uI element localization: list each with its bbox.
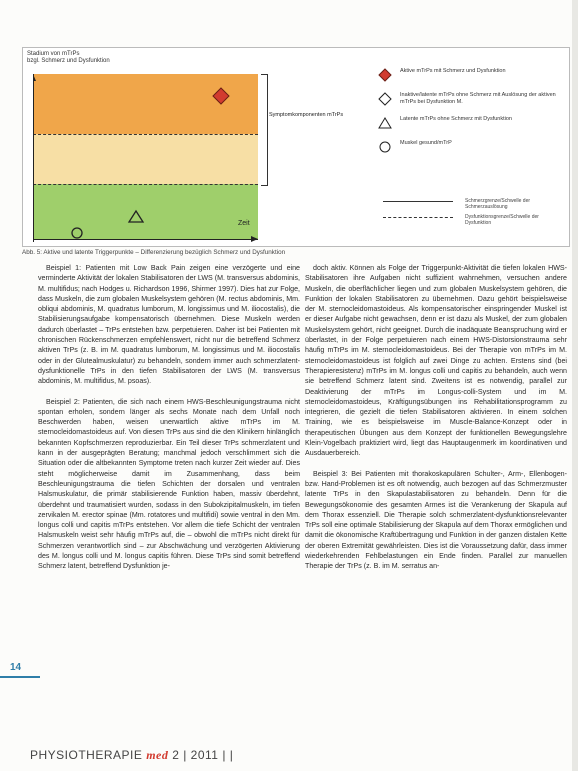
footer-issue: 2 | 2011 | | — [172, 748, 234, 762]
legend-item — [378, 116, 563, 140]
paragraph: Beispiel 3: Bei Patienten mit thorakoskapulären Schulter-, Arm-, Ellenbogen- bzw. Hand-Problemen ist es oft notwendig, auch bezogen auf das Schmerzmuster latente TrPs in den Skapulastabilisatoren zu behandeln. Denn für die Bewegungsökonomie des gesamten Armes ist die Verankerung der Skapula auf dem Thorax essenziell. Die Therapie solch schmerzlatent-dysfunktionsrelevanter TrPs soll eine optimale Stabilisierung der Skapula auf dem Thorax ermöglichen und damit die ökonomische Kraftübertragung und Funktion in der ganzen distalen Kette der oberen Extremität gewährleisten. Dies ist die Voraussetzung dafür, dass immer wiederkehrenden Fehlbelastungen ein Ende finden. Parallel zur manuellen Therapie der TrPs (z. B. im M. serratus an- — [305, 469, 567, 571]
symptom-bracket — [261, 74, 268, 186]
paragraph: Beispiel 1: Patienten mit Low Back Pain zeigen eine verzögerte und eine verminderte Aktivität der lokalen Stabilisatoren der LWS (M. transversus abdominis, M. multifidus; nach Hodges u. Richardson 1996, Shirmer 1997). Dies hat zur Folge, dass Muskeln, die zum globalen Muskelsystem gehören (M. rectus abdominis, Mm. obliqui abdominis, M. quadratus lumborum, M. longissimus und M. iliocostalis), die Stabilisierungsaufgabe kompensatorisch übernehmen. Diese Muskeln werden dadurch überlastet – TrPs entstehen bzw. perpetuieren. Daher ist bei Patienten mit chronischen Rückenschmerzen empfehlenswert, nicht nur die betreffend Schmerz aktiven TrPs (z. B. im M. quadratus lumborum, M. longissimus und M. iliocostalis oder in der Glutealmuskulatur) zu behandeln, sondern immer auch schmerzlatent-dysfunktionelle TrPs in den tiefen Stabilisatoren der LWS (M. transversus abdominis, M. multifidus, M. psoas). — [38, 264, 300, 386]
line-legend-item — [383, 198, 563, 214]
x-axis-label: Zeit — [238, 220, 250, 227]
legend-text: Latente mTrPs ohne Schmerz mit Dysfunktion — [400, 116, 512, 122]
legend-text: Aktive mTrPs mit Schmerz und Dysfunktion — [400, 68, 506, 74]
paragraph: Beispiel 2: Patienten, die sich nach einem HWS-Beschleunigungstrauma nicht spontan erholen, sondern länger als sechs Monate nach dem Unfall noch Beschwerden haben, weisen unerwartlich aktive mTrPs im M. sternocleidomastoideus auf. Von diesen TrPs aus sind die den Klinikern hinlänglich bekannten Kopfschmerzen reproduzierbar. Ein Teil dieser TrPs schmerzlatent und kann in der ausgeprägten Beratung; manchmal jedoch verschlimmert sich die Situation oder die altbekannten Symptome treten nach kurzer Zeit wieder auf. Dies steht möglicherweise damit im Zusammenhang, dass beim Beschleunigungstrauma die tiefen Schichten der dorsalen und ventralen Halsmuskulatur, die primär stabilisierende Funktion haben, massiv überdehnt, überdehnt und traumatisiert wurden, sodass in den Subokzipitalmuskeln, im tiefen zervikalen M. erector spinae (Mm. rotatores und multifidi) sowie ventral in den Mm. longus colli und capitis mTrPs entstehen. Vor allem die tiefe Schicht der ventralen Halsmuskeln weist sehr häufig mTrPs auf, die – obwohl die mTrPs nicht direkt für Schmerzen verantwortlich sind – zur Abschwächung und verzögerten Aktivierung des M. longus colli und M. longus capitis führen. Diese TrPs sind somit betreffend Schmerz latent, betreffend Dysfunktion je- — [38, 397, 300, 571]
page-number: 14 — [0, 662, 40, 678]
legend-text: Inaktive/latente mTrPs ohne Schmerz mit Auslösung der aktiven mTrPs bei Dysfunktion M. — [400, 92, 556, 105]
y-axis-arrow — [33, 74, 36, 81]
circle-icon — [378, 140, 392, 154]
marker-healthy — [72, 228, 82, 238]
marker-active-trp — [213, 88, 229, 104]
footer — [30, 748, 233, 763]
footer-med: med — [146, 748, 169, 762]
plot-markers — [33, 74, 258, 242]
line-legend-text: Schmerzgrenze/Schwelle der Schmerzauslösung — [465, 198, 531, 210]
figure-plot — [33, 74, 258, 242]
figure-triggerpoints — [22, 47, 570, 247]
triangle-icon — [378, 116, 392, 130]
x-axis-arrow — [251, 236, 258, 242]
line-legend — [383, 198, 563, 230]
line-legend-item — [383, 214, 563, 230]
legend-text: Muskel gesund/mTrP — [400, 140, 452, 146]
left-column — [38, 263, 300, 582]
diamond-filled-icon — [378, 68, 392, 82]
dashed-line-icon — [383, 217, 453, 218]
diamond-outline-icon — [378, 92, 392, 106]
page-edge — [572, 0, 578, 771]
line-legend-text: Dysfunktionsgrenze/Schwelle der Dysfunktion — [465, 214, 539, 226]
right-column — [305, 263, 567, 582]
y-label-line1: Stadium von mTrPs — [27, 51, 80, 57]
solid-line-icon — [383, 201, 453, 202]
legend-item — [378, 140, 563, 164]
y-label-line2: bzgl. Schmerz und Dysfunktion — [27, 58, 110, 64]
footer-brand: PHYSIOTHERAPIE — [30, 748, 143, 762]
legend-item — [378, 68, 563, 92]
legend — [378, 68, 563, 164]
bracket-label: Symptomkomponenten mTrPs — [269, 112, 344, 118]
legend-item — [378, 92, 563, 116]
figure-y-label — [27, 51, 110, 65]
marker-latent-dysfunction — [129, 211, 143, 222]
paragraph: doch aktiv. Können als Folge der Triggerpunkt-Aktivität die tiefen lokalen HWS-Stabilisatoren ihre Aufgaben nicht suffizient wahrnehmen, versuchen andere Muskeln, die oberflächlicher liegen und zum globalen Muskelsystem gehören, die Funktion der lokalen Stabilisatoren zu übernehmen. Dazu gehört beispielsweise der M. sternocleidomastoideus. Als kompensatorischer einspringender Muskel ist er dieser Aufgabe nicht gewachsen, denn er ist dazu als Muskel, der zum globalen Muskelsystem gehört, nicht geeignet. Durch die inadäquate Beanspruchung wird er überlastet, in der Folge perpetuieren nach einem HWS-Distorsionstrauma sehr häufig mTrPs im M. sternocleidomastoideus. Bei der Therapie von mTrPs im M. sternocleidomastoideus ist folglich auf zwei Dinge zu achten. Erstens sind (bei Therapieresistenz) mTrPs im M. longus colli und capitis zu behandeln, auch wenn sie betreffend Schmerz latent sind. Zweitens ist es notwendig, parallel zur Deaktivierung der mTrPs im Longus-colli-System und im M. sternocleidomastoideus, Kräftigungsübungen ins Rehabilitationsprogramm zu integrieren, die gezielt die tiefen Stabilisatoren aktivieren. In einem solchen Training, wie es beispielsweise im Muscle-Balance-Konzept oder in therapeutischen Übungen aus dem Konzept der funktionellen Bewegungslehre Klein-Vogelbach praktiziert wird, liegt das Hauptaugenmerk im koordinativen und Ausdauerbereich. — [305, 264, 567, 458]
figure-caption: Abb. 5: Aktive und latente Triggerpunkte – Differenzierung bezüglich Schmerz und Dysfunktion — [22, 249, 286, 256]
